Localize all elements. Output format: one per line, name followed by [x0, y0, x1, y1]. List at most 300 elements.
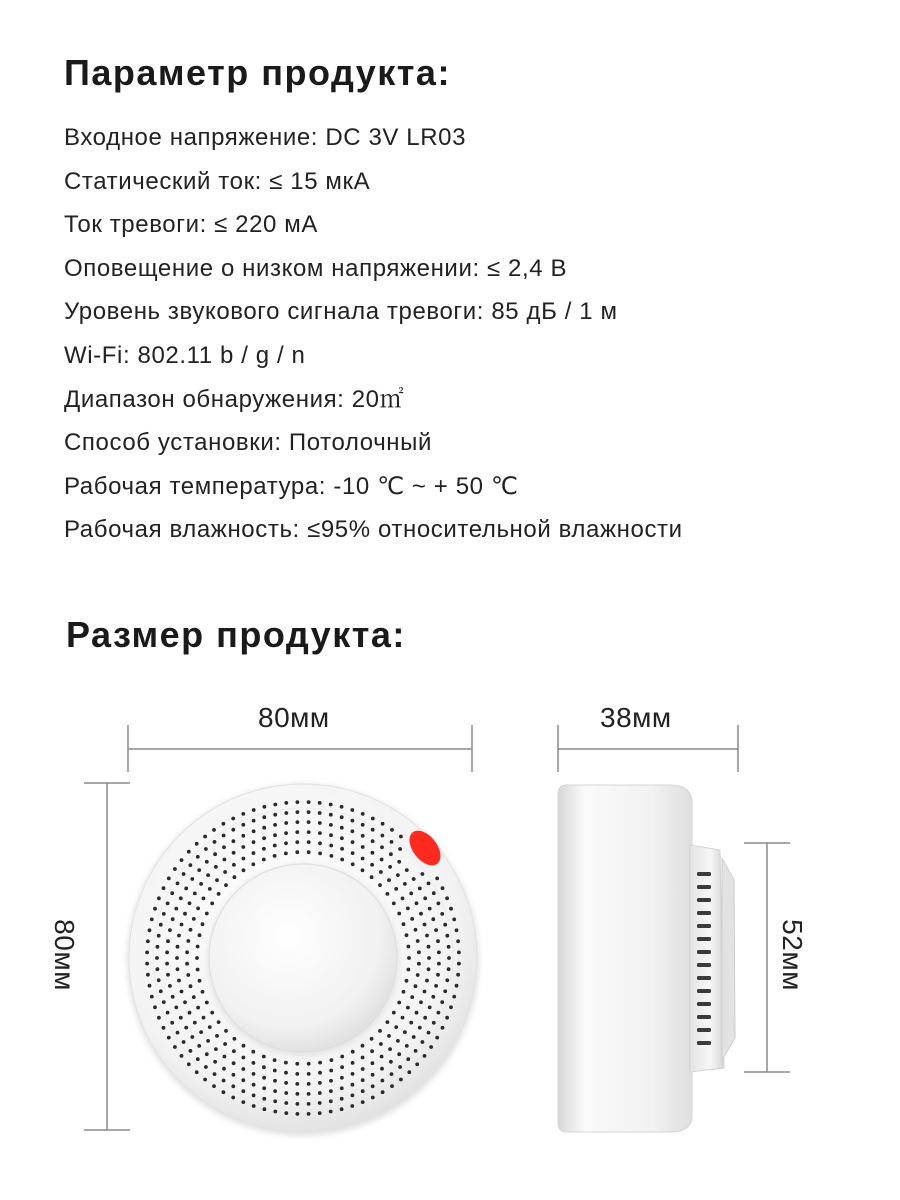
- vent-hole: [174, 1006, 178, 1010]
- vent-hole: [186, 973, 190, 977]
- vent-hole: [390, 840, 394, 844]
- vent-hole: [436, 939, 440, 943]
- vent-hole: [307, 1092, 311, 1096]
- vent-hole: [398, 1065, 402, 1069]
- vent-hole: [189, 1049, 193, 1053]
- vent-hole: [390, 828, 394, 832]
- vent-hole: [206, 1039, 210, 1043]
- vent-hole: [386, 892, 390, 896]
- vent-hole: [187, 1062, 191, 1066]
- vent-hole: [307, 840, 311, 844]
- vent-hole: [284, 852, 288, 856]
- vent-hole: [371, 1084, 375, 1088]
- vent-hole: [445, 1016, 449, 1020]
- vent-hole: [340, 1086, 344, 1090]
- vent-hole: [318, 811, 322, 815]
- vent-hole: [180, 923, 184, 927]
- vent-hole: [434, 928, 438, 932]
- vent-hole: [166, 939, 170, 943]
- vent-hole: [168, 984, 172, 988]
- inner-height-dimension-label: 52мм: [777, 919, 808, 991]
- vent-hole: [252, 840, 256, 844]
- vent-hole: [405, 933, 409, 937]
- vent-hole: [456, 939, 460, 943]
- vent-hole: [398, 847, 402, 851]
- vent-hole: [370, 1049, 374, 1053]
- vent-hole: [252, 851, 256, 855]
- vent-hole: [199, 1030, 203, 1034]
- vent-hole: [217, 892, 221, 896]
- vent-hole: [423, 1054, 427, 1058]
- vent-hole: [329, 1079, 333, 1083]
- vent-hole: [361, 857, 365, 861]
- vent-hole: [407, 1070, 411, 1074]
- vent-hole: [201, 922, 205, 926]
- vent-hole: [273, 1099, 277, 1103]
- vent-hole: [213, 1072, 217, 1076]
- vent-hole: [340, 1076, 344, 1080]
- vent-hole: [189, 928, 193, 932]
- vent-hole: [210, 1011, 214, 1015]
- vent-hole: [185, 950, 189, 954]
- vent-hole: [208, 1025, 212, 1029]
- vent-hole: [371, 1073, 375, 1077]
- spec-low-voltage-alert: Оповещение о низком напряжении: ≤ 2,4 В: [64, 254, 568, 282]
- vent-hole: [222, 1090, 226, 1094]
- height-dimension: [84, 783, 130, 1130]
- vent-hole: [252, 829, 256, 833]
- vent-hole: [231, 817, 235, 821]
- vent-hole: [329, 1069, 333, 1073]
- vent-hole: [241, 1089, 245, 1093]
- vent-hole: [224, 1029, 228, 1033]
- spec-detection-range: Диапазон обнаружения: 20㎡: [64, 385, 405, 413]
- vent-hole: [197, 1044, 201, 1048]
- vent-hole: [188, 1011, 192, 1015]
- vent-hole: [273, 833, 277, 837]
- vent-hole: [252, 808, 256, 812]
- vent-hole: [397, 860, 401, 864]
- vent-hole: [307, 820, 311, 824]
- vent-hole: [361, 1044, 365, 1048]
- vent-hole: [307, 1072, 311, 1076]
- vent-hole: [241, 1100, 245, 1104]
- vent-hole: [182, 1040, 186, 1044]
- vent-hole: [232, 851, 236, 855]
- vent-hole: [390, 1072, 394, 1076]
- vent-hole: [452, 995, 456, 999]
- center-cap: [209, 864, 397, 1052]
- vent-hole: [429, 1045, 433, 1049]
- vent-hole: [284, 801, 288, 805]
- vent-hole: [435, 1036, 439, 1040]
- vent-hole: [397, 912, 401, 916]
- vent-hole: [217, 1020, 221, 1024]
- vent-hole: [330, 854, 334, 858]
- vent-hole: [241, 1078, 245, 1082]
- vent-hole: [176, 882, 180, 886]
- spec-input-voltage: Входное напряжение: DC 3V LR03: [64, 124, 467, 151]
- vent-hole: [242, 1044, 246, 1048]
- vent-hole: [402, 922, 406, 926]
- vent-hole: [206, 873, 210, 877]
- vent-hole: [423, 923, 427, 927]
- vent-hole: [284, 1091, 288, 1095]
- vent-hole: [213, 1060, 217, 1064]
- vent-hole: [166, 902, 170, 906]
- vent-hole: [168, 928, 172, 932]
- vent-hole: [414, 984, 418, 988]
- vent-hole: [273, 1079, 277, 1083]
- vent-hole: [273, 823, 277, 827]
- vent-hole: [262, 1076, 266, 1080]
- vent-hole: [423, 1016, 427, 1020]
- vent-hole: [329, 1099, 333, 1103]
- vent-hole: [162, 912, 166, 916]
- vent-hole: [202, 897, 206, 901]
- vent-hole: [447, 956, 451, 960]
- vent-hole: [392, 1011, 396, 1015]
- vent-hole: [205, 912, 209, 916]
- vent-hole: [284, 811, 288, 815]
- vent-hole: [197, 868, 201, 872]
- vent-hole: [189, 863, 193, 867]
- vent-hole: [351, 840, 355, 844]
- vent-hole: [252, 1061, 256, 1065]
- vent-hole: [262, 826, 266, 830]
- vent-hole: [318, 1071, 322, 1075]
- vent-hole: [179, 896, 183, 900]
- vent-hole: [435, 877, 439, 881]
- vent-hole: [445, 978, 449, 982]
- vent-hole: [409, 892, 413, 896]
- vent-hole: [284, 831, 288, 835]
- vent-hole: [186, 939, 190, 943]
- vent-hole: [431, 917, 435, 921]
- vent-hole: [262, 1086, 266, 1090]
- vent-hole: [232, 863, 236, 867]
- vent-hole: [440, 912, 444, 916]
- vent-hole: [263, 805, 267, 809]
- vent-hole: [195, 842, 199, 846]
- vent-hole: [232, 1073, 236, 1077]
- vent-hole: [201, 990, 205, 994]
- vent-hole: [231, 828, 235, 832]
- vent-hole: [203, 835, 207, 839]
- vent-hole: [222, 834, 226, 838]
- vent-hole: [184, 1026, 188, 1030]
- vent-hole: [165, 951, 169, 955]
- vent-hole: [223, 858, 227, 862]
- vent-hole: [351, 1050, 355, 1054]
- vent-hole: [381, 834, 385, 838]
- vent-hole: [170, 891, 174, 895]
- vent-hole: [284, 841, 288, 845]
- vent-hole: [284, 1111, 288, 1115]
- vent-hole: [148, 984, 152, 988]
- vent-hole: [241, 834, 245, 838]
- vent-hole: [378, 883, 382, 887]
- vent-hole: [361, 1067, 365, 1071]
- spec-wifi: Wi-Fi: 802.11 b / g / n: [64, 341, 306, 369]
- vent-hole: [273, 1089, 277, 1093]
- vent-hole: [449, 1005, 453, 1009]
- vent-hole: [457, 951, 461, 955]
- vent-hole: [156, 945, 160, 949]
- vent-hole: [415, 901, 419, 905]
- vent-hole: [445, 934, 449, 938]
- vent-hole: [318, 821, 322, 825]
- vent-hole: [196, 968, 200, 972]
- vent-hole: [437, 902, 441, 906]
- vent-hole: [252, 1072, 256, 1076]
- vent-hole: [223, 1042, 227, 1046]
- vent-hole: [208, 887, 212, 891]
- vent-hole: [192, 917, 196, 921]
- vent-hole: [361, 1078, 365, 1082]
- size-title: Размер продукта:: [66, 614, 406, 655]
- vent-hole: [196, 907, 200, 911]
- vent-hole: [318, 1081, 322, 1085]
- vent-hole: [166, 1011, 170, 1015]
- vent-hole: [394, 887, 398, 891]
- vent-hole: [340, 815, 344, 819]
- vent-hole: [318, 852, 322, 856]
- vent-hole: [273, 803, 277, 807]
- vent-hole: [330, 1058, 334, 1062]
- vent-hole: [177, 934, 181, 938]
- vent-hole: [263, 1107, 267, 1111]
- vent-hole: [361, 868, 365, 872]
- vent-hole: [273, 854, 277, 858]
- vent-hole: [262, 1055, 266, 1059]
- vent-hole: [421, 1040, 425, 1044]
- vent-hole: [252, 819, 256, 823]
- vent-hole: [204, 1065, 208, 1069]
- vent-hole: [183, 912, 187, 916]
- vent-hole: [295, 830, 299, 834]
- vent-hole: [361, 1089, 365, 1093]
- vent-hole: [196, 945, 200, 949]
- vent-hole: [195, 956, 199, 960]
- side-vent-slot: [697, 885, 711, 889]
- vent-hole: [262, 847, 266, 851]
- vent-hole: [436, 973, 440, 977]
- vent-hole: [242, 868, 246, 872]
- vent-hole: [273, 1058, 277, 1062]
- vent-hole: [380, 1055, 384, 1059]
- vent-hole: [224, 883, 228, 887]
- vent-hole: [455, 984, 459, 988]
- vent-hole: [379, 870, 383, 874]
- vent-hole: [406, 907, 410, 911]
- vent-hole: [396, 1039, 400, 1043]
- vent-hole: [203, 1078, 207, 1082]
- vent-hole: [371, 817, 375, 821]
- vent-hole: [156, 967, 160, 971]
- vent-hole: [361, 823, 365, 827]
- vent-hole: [318, 841, 322, 845]
- vent-hole: [418, 887, 422, 891]
- vent-hole: [405, 868, 409, 872]
- vent-hole: [296, 1092, 300, 1096]
- vent-hole: [370, 863, 374, 867]
- vent-hole: [242, 857, 246, 861]
- vent-hole: [379, 1042, 383, 1046]
- vent-hole: [427, 945, 431, 949]
- vent-hole: [205, 1001, 209, 1005]
- vent-hole: [351, 1072, 355, 1076]
- vent-hole: [419, 1000, 423, 1004]
- vent-hole: [351, 851, 355, 855]
- vent-hole: [380, 858, 384, 862]
- vent-hole: [232, 839, 236, 843]
- vent-hole: [199, 882, 203, 886]
- vent-hole: [284, 1061, 288, 1065]
- vent-hole: [405, 1044, 409, 1048]
- vent-hole: [340, 826, 344, 830]
- vent-hole: [407, 968, 411, 972]
- vent-hole: [410, 995, 414, 999]
- vent-hole: [329, 823, 333, 827]
- vent-hole: [273, 844, 277, 848]
- vent-hole: [232, 1061, 236, 1065]
- vent-hole: [213, 852, 217, 856]
- side-body: [558, 785, 692, 1132]
- vent-hole: [296, 1102, 300, 1106]
- vent-hole: [388, 1047, 392, 1051]
- vent-hole: [174, 907, 178, 911]
- vent-hole: [214, 865, 218, 869]
- vent-hole: [262, 1097, 266, 1101]
- vent-hole: [414, 928, 418, 932]
- vent-hole: [445, 896, 449, 900]
- vent-hole: [401, 897, 405, 901]
- vent-hole: [381, 1079, 385, 1083]
- vent-hole: [146, 939, 150, 943]
- vent-hole: [295, 840, 299, 844]
- vent-hole: [427, 967, 431, 971]
- vent-hole: [196, 1057, 200, 1061]
- vent-hole: [210, 902, 214, 906]
- vent-hole: [370, 1037, 374, 1041]
- vent-hole: [307, 810, 311, 814]
- vent-hole: [381, 822, 385, 826]
- vent-hole: [405, 979, 409, 983]
- vent-hole: [295, 1072, 299, 1076]
- vent-hole: [196, 1006, 200, 1010]
- vent-hole: [456, 973, 460, 977]
- vent-hole: [392, 902, 396, 906]
- vent-hole: [192, 995, 196, 999]
- vent-hole: [425, 934, 429, 938]
- side-vent-slot: [697, 1002, 711, 1006]
- vent-hole: [185, 962, 189, 966]
- vent-hole: [296, 810, 300, 814]
- vent-hole: [193, 892, 197, 896]
- vent-hole: [387, 878, 391, 882]
- vent-hole: [329, 833, 333, 837]
- vent-hole: [202, 1016, 206, 1020]
- height-dimension-label: 80мм: [49, 919, 80, 991]
- vent-hole: [396, 873, 400, 877]
- vent-hole: [176, 1031, 180, 1035]
- vent-hole: [157, 934, 161, 938]
- vent-hole: [205, 860, 209, 864]
- vent-hole: [146, 973, 150, 977]
- vent-hole: [389, 852, 393, 856]
- vent-hole: [351, 1094, 355, 1098]
- vent-hole: [252, 1094, 256, 1098]
- vent-hole: [417, 962, 421, 966]
- vent-hole: [431, 995, 435, 999]
- vent-hole: [406, 1006, 410, 1010]
- vent-hole: [340, 1097, 344, 1101]
- vent-hole: [407, 956, 411, 960]
- vent-hole: [412, 1035, 416, 1039]
- spec-installation: Способ установки: Потолочный: [64, 429, 433, 457]
- vent-hole: [427, 1031, 431, 1035]
- vent-hole: [223, 870, 227, 874]
- vent-hole: [421, 872, 425, 876]
- vent-hole: [447, 945, 451, 949]
- vent-hole: [399, 1078, 403, 1082]
- vent-hole: [251, 862, 255, 866]
- vent-hole: [389, 1060, 393, 1064]
- vent-hole: [381, 1090, 385, 1094]
- vent-hole: [262, 815, 266, 819]
- vent-hole: [307, 1082, 311, 1086]
- vent-hole: [441, 886, 445, 890]
- vent-hole: [145, 951, 149, 955]
- vent-hole: [273, 1110, 277, 1114]
- vent-hole: [403, 882, 407, 886]
- vent-hole: [162, 886, 166, 890]
- vent-hole: [318, 831, 322, 835]
- vent-hole: [157, 896, 161, 900]
- side-vent-slot: [697, 950, 711, 954]
- side-vent-slot: [697, 963, 711, 967]
- vent-hole: [307, 830, 311, 834]
- vent-hole: [167, 1036, 171, 1040]
- vent-hole: [371, 1096, 375, 1100]
- vent-hole: [195, 1070, 199, 1074]
- vent-hole: [455, 928, 459, 932]
- vent-hole: [340, 805, 344, 809]
- vent-hole: [241, 823, 245, 827]
- vent-hole: [222, 1067, 226, 1071]
- vent-hole: [252, 1104, 256, 1108]
- vent-hole: [284, 1071, 288, 1075]
- vent-hole: [166, 973, 170, 977]
- side-vent-slot: [697, 1041, 711, 1045]
- vent-hole: [204, 847, 208, 851]
- vent-hole: [351, 862, 355, 866]
- vent-hole: [329, 813, 333, 817]
- vent-hole: [233, 875, 237, 879]
- spec-operating-humidity: Рабочая влажность: ≤95% относительной влажности: [64, 516, 683, 544]
- vent-hole: [437, 1011, 441, 1015]
- vent-hole: [295, 1062, 299, 1066]
- vent-hole: [155, 956, 159, 960]
- vent-hole: [190, 877, 194, 881]
- vent-hole: [418, 1026, 422, 1030]
- vent-hole: [437, 951, 441, 955]
- vent-hole: [447, 967, 451, 971]
- vent-hole: [380, 1067, 384, 1071]
- vent-hole: [397, 1001, 401, 1005]
- vent-hole: [173, 1045, 177, 1049]
